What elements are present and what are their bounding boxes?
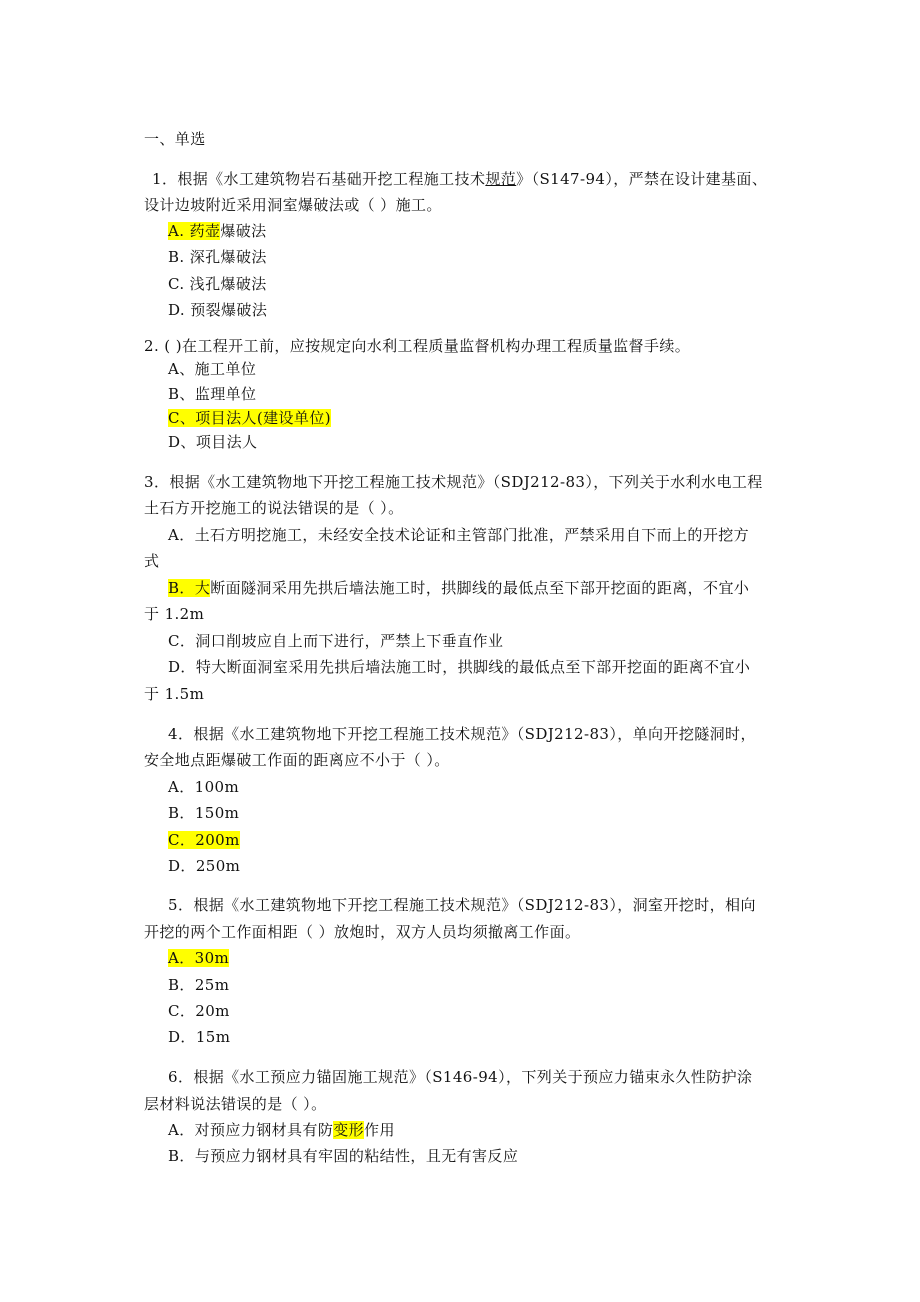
q1-option-c: C. 浅孔爆破法 [168,275,267,293]
q2-option-c [168,408,331,428]
question-3-line-2: 土石方开挖施工的说法错误的是（ ）。 [144,499,404,517]
q3-option-d-line-1: D．特大断面洞室采用先拱后墙法施工时，拱脚线的最低点至下部开挖面的距离不宜小 [168,658,751,676]
highlighted-word: 变形 [333,1121,365,1139]
q1-option-a-rest: 爆破法 [220,222,267,240]
question-6-line-1: 6．根据《水工预应力锚固施工规范》（S146-94），下列关于预应力锚束永久性防护涂 [168,1068,753,1086]
q5-option-b: B．25m [168,976,230,994]
q6-option-b: B．与预应力钢材具有牢固的粘结性，且无有害反应 [168,1147,519,1165]
q4-option-c [168,830,240,850]
q5-option-d: D．15m [168,1028,231,1046]
q5-option-a [168,948,229,968]
highlighted-answer: B．大 [168,579,211,597]
q4-option-a: A．100m [168,778,240,796]
question-2-line-1: 2. ( )在工程开工前，应按规定向水利工程质量监督机构办理工程质量监督手续。 [144,337,691,355]
question-1-line-1 [152,169,767,189]
q1-text-c: 》（S147-94），严禁在设计建基面、 [516,170,768,188]
highlighted-answer: A. 药壶 [168,222,221,240]
question-3-line-1: 3．根据《水工建筑物地下开挖工程施工技术规范》（SDJ212-83），下列关于水利水电工程 [144,473,763,491]
q2-option-b: B、监理单位 [168,385,257,403]
q3-option-d-line-2: 于 1.5m [144,685,205,703]
question-5-line-2: 开挖的两个工作面相距（ ）放炮时，双方人员均须撤离工作面。 [144,923,581,941]
highlighted-answer: C．200m [168,831,240,849]
q1-option-a [168,221,267,241]
q3-option-b-line-2: 于 1.2m [144,605,205,623]
q4-option-d: D．250m [168,857,241,875]
q3-option-a-line-1: A．土石方明挖施工，未经安全技术论证和主管部门批准，严禁采用自下而上的开挖方 [168,526,750,544]
q4-option-b: B．150m [168,804,240,822]
section-title: 一、单选 [144,130,206,148]
q3-option-b-line-1 [168,578,749,598]
q1-option-b: B. 深孔爆破法 [168,248,267,266]
question-5-line-1: 5．根据《水工建筑物地下开挖工程施工技术规范》（SDJ212-83），洞室开挖时，相向 [168,896,756,914]
q1-underlined-word: 规范 [485,170,517,188]
question-1-line-2: 设计边坡附近采用洞室爆破法或（ ）施工。 [144,196,442,214]
q1-text-a: 1．根据《水工建筑物岩石基础开挖工程施工技术 [152,170,486,188]
q1-option-d: D. 预裂爆破法 [168,301,268,319]
q6-option-a-pre: A．对预应力钢材具有防 [168,1121,334,1139]
q2-option-d: D、项目法人 [168,433,258,451]
highlighted-answer: A．30m [168,949,230,967]
q3-option-a-line-2: 式 [144,552,160,570]
q5-option-c: C．20m [168,1002,230,1020]
question-4-line-1: 4．根据《水工建筑物地下开挖工程施工技术规范》（SDJ212-83），单向开挖隧洞时， [168,725,756,743]
highlighted-answer: C、项目法人(建设单位) [168,409,331,427]
q3-option-c: C．洞口削坡应自上而下进行，严禁上下垂直作业 [168,632,504,650]
q6-option-a-post: 作用 [364,1121,395,1139]
q2-option-a: A、施工单位 [168,360,257,378]
q6-option-a [168,1120,395,1140]
question-4-line-2: 安全地点距爆破工作面的距离应不小于（ ）。 [144,751,450,769]
q3-option-b-rest: 断面隧洞采用先拱后墙法施工时，拱脚线的最低点至下部开挖面的距离，不宜小 [210,579,750,597]
question-6-line-2: 层材料说法错误的是（ ）。 [144,1095,327,1113]
